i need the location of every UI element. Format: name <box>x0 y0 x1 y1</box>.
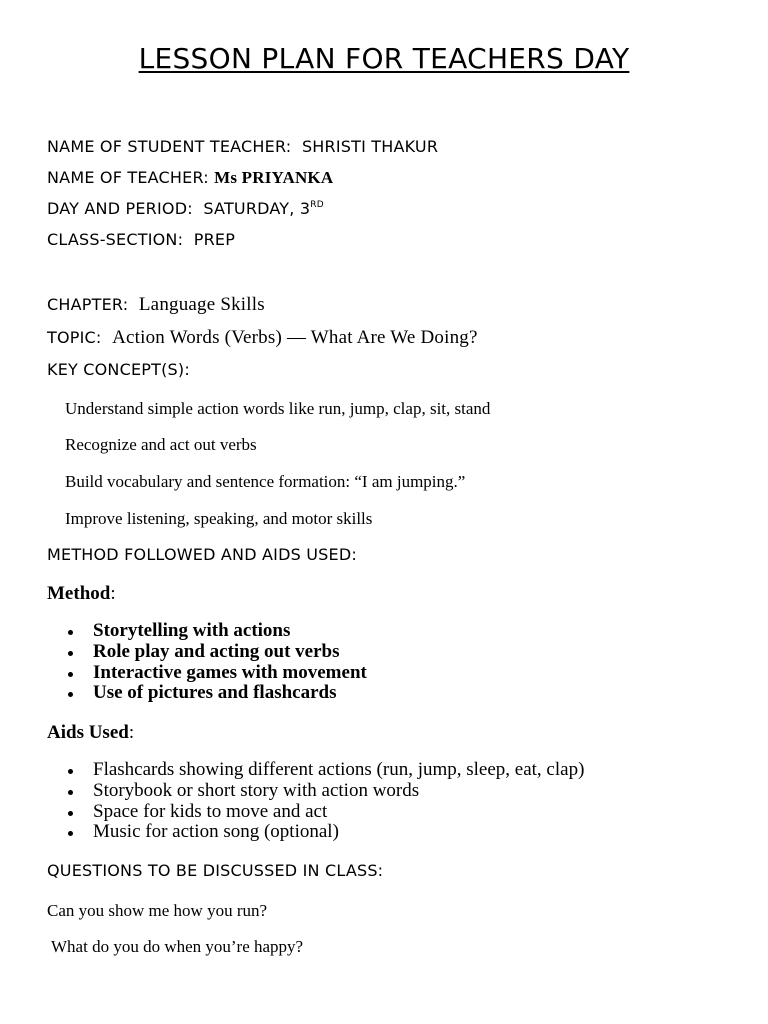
teacher-line <box>47 168 333 188</box>
aids-label-line: Aids Used: <box>47 722 135 743</box>
day-period-line <box>47 199 324 218</box>
chapter-line <box>47 294 265 316</box>
aids-list-item: Storybook or short story with action words <box>47 781 747 802</box>
day-period-label: DAY AND PERIOD: <box>47 199 193 218</box>
student-teacher-line <box>47 137 438 156</box>
method-list-item: Storytelling with actions <box>47 621 747 642</box>
day-period-superscript: RD <box>310 200 324 210</box>
bullet-icon <box>68 651 73 656</box>
key-concept-item: Understand simple action words like run, jump, clap, sit, stand <box>65 399 491 418</box>
student-teacher-label: NAME OF STUDENT TEACHER: <box>47 137 292 156</box>
bullet-icon <box>68 831 73 836</box>
method-list <box>47 621 747 704</box>
topic-value: Action Words (Verbs) — What Are We Doing? <box>112 327 478 348</box>
page-title: LESSON PLAN FOR TEACHERS DAY <box>138 42 630 75</box>
aids-list-item: Music for action song (optional) <box>47 822 747 843</box>
method-list-item: Interactive games with movement <box>47 663 747 684</box>
bullet-icon <box>68 692 73 697</box>
bullet-icon <box>68 811 73 816</box>
topic-label: TOPIC: <box>47 328 102 347</box>
class-section-line <box>47 230 235 249</box>
method-list-item: Use of pictures and flashcards <box>47 683 747 704</box>
key-concept-item: Recognize and act out verbs <box>65 435 257 454</box>
aids-list-item: Flashcards showing different actions (run, jump, sleep, eat, clap) <box>47 760 747 781</box>
topic-line <box>47 327 478 349</box>
teacher-value: Ms PRIYANKA <box>214 168 334 187</box>
bullet-icon <box>68 672 73 677</box>
method-aids-heading: METHOD FOLLOWED AND AIDS USED: <box>47 545 357 564</box>
key-concepts-heading: KEY CONCEPT(S): <box>47 360 190 379</box>
aids-list <box>47 760 747 843</box>
questions-heading: QUESTIONS TO BE DISCUSSED IN CLASS: <box>47 861 384 880</box>
chapter-value: Language Skills <box>138 294 265 315</box>
method-list-item: Role play and acting out verbs <box>47 642 747 663</box>
method-label-line: Method: <box>47 583 116 604</box>
student-teacher-value: SHRISTI THAKUR <box>301 137 439 156</box>
teacher-label: NAME OF TEACHER: <box>47 168 209 187</box>
day-period-value: SATURDAY, 3 <box>203 199 311 218</box>
question-item: What do you do when you’re happy? <box>51 937 304 956</box>
aids-list-item: Space for kids to move and act <box>47 802 747 823</box>
key-concept-item: Improve listening, speaking, and motor skills <box>65 509 373 528</box>
chapter-label: CHAPTER: <box>47 295 129 314</box>
key-concept-item: Build vocabulary and sentence formation: “I am jumping.” <box>65 472 466 491</box>
bullet-icon <box>68 790 73 795</box>
class-section-label: CLASS-SECTION: <box>47 230 184 249</box>
method-label: Method <box>47 583 111 604</box>
bullet-icon <box>68 630 73 635</box>
bullet-icon <box>68 769 73 774</box>
class-section-value: PREP <box>193 230 236 249</box>
aids-label: Aids Used <box>47 722 129 743</box>
question-item: Can you show me how you run? <box>47 901 268 920</box>
